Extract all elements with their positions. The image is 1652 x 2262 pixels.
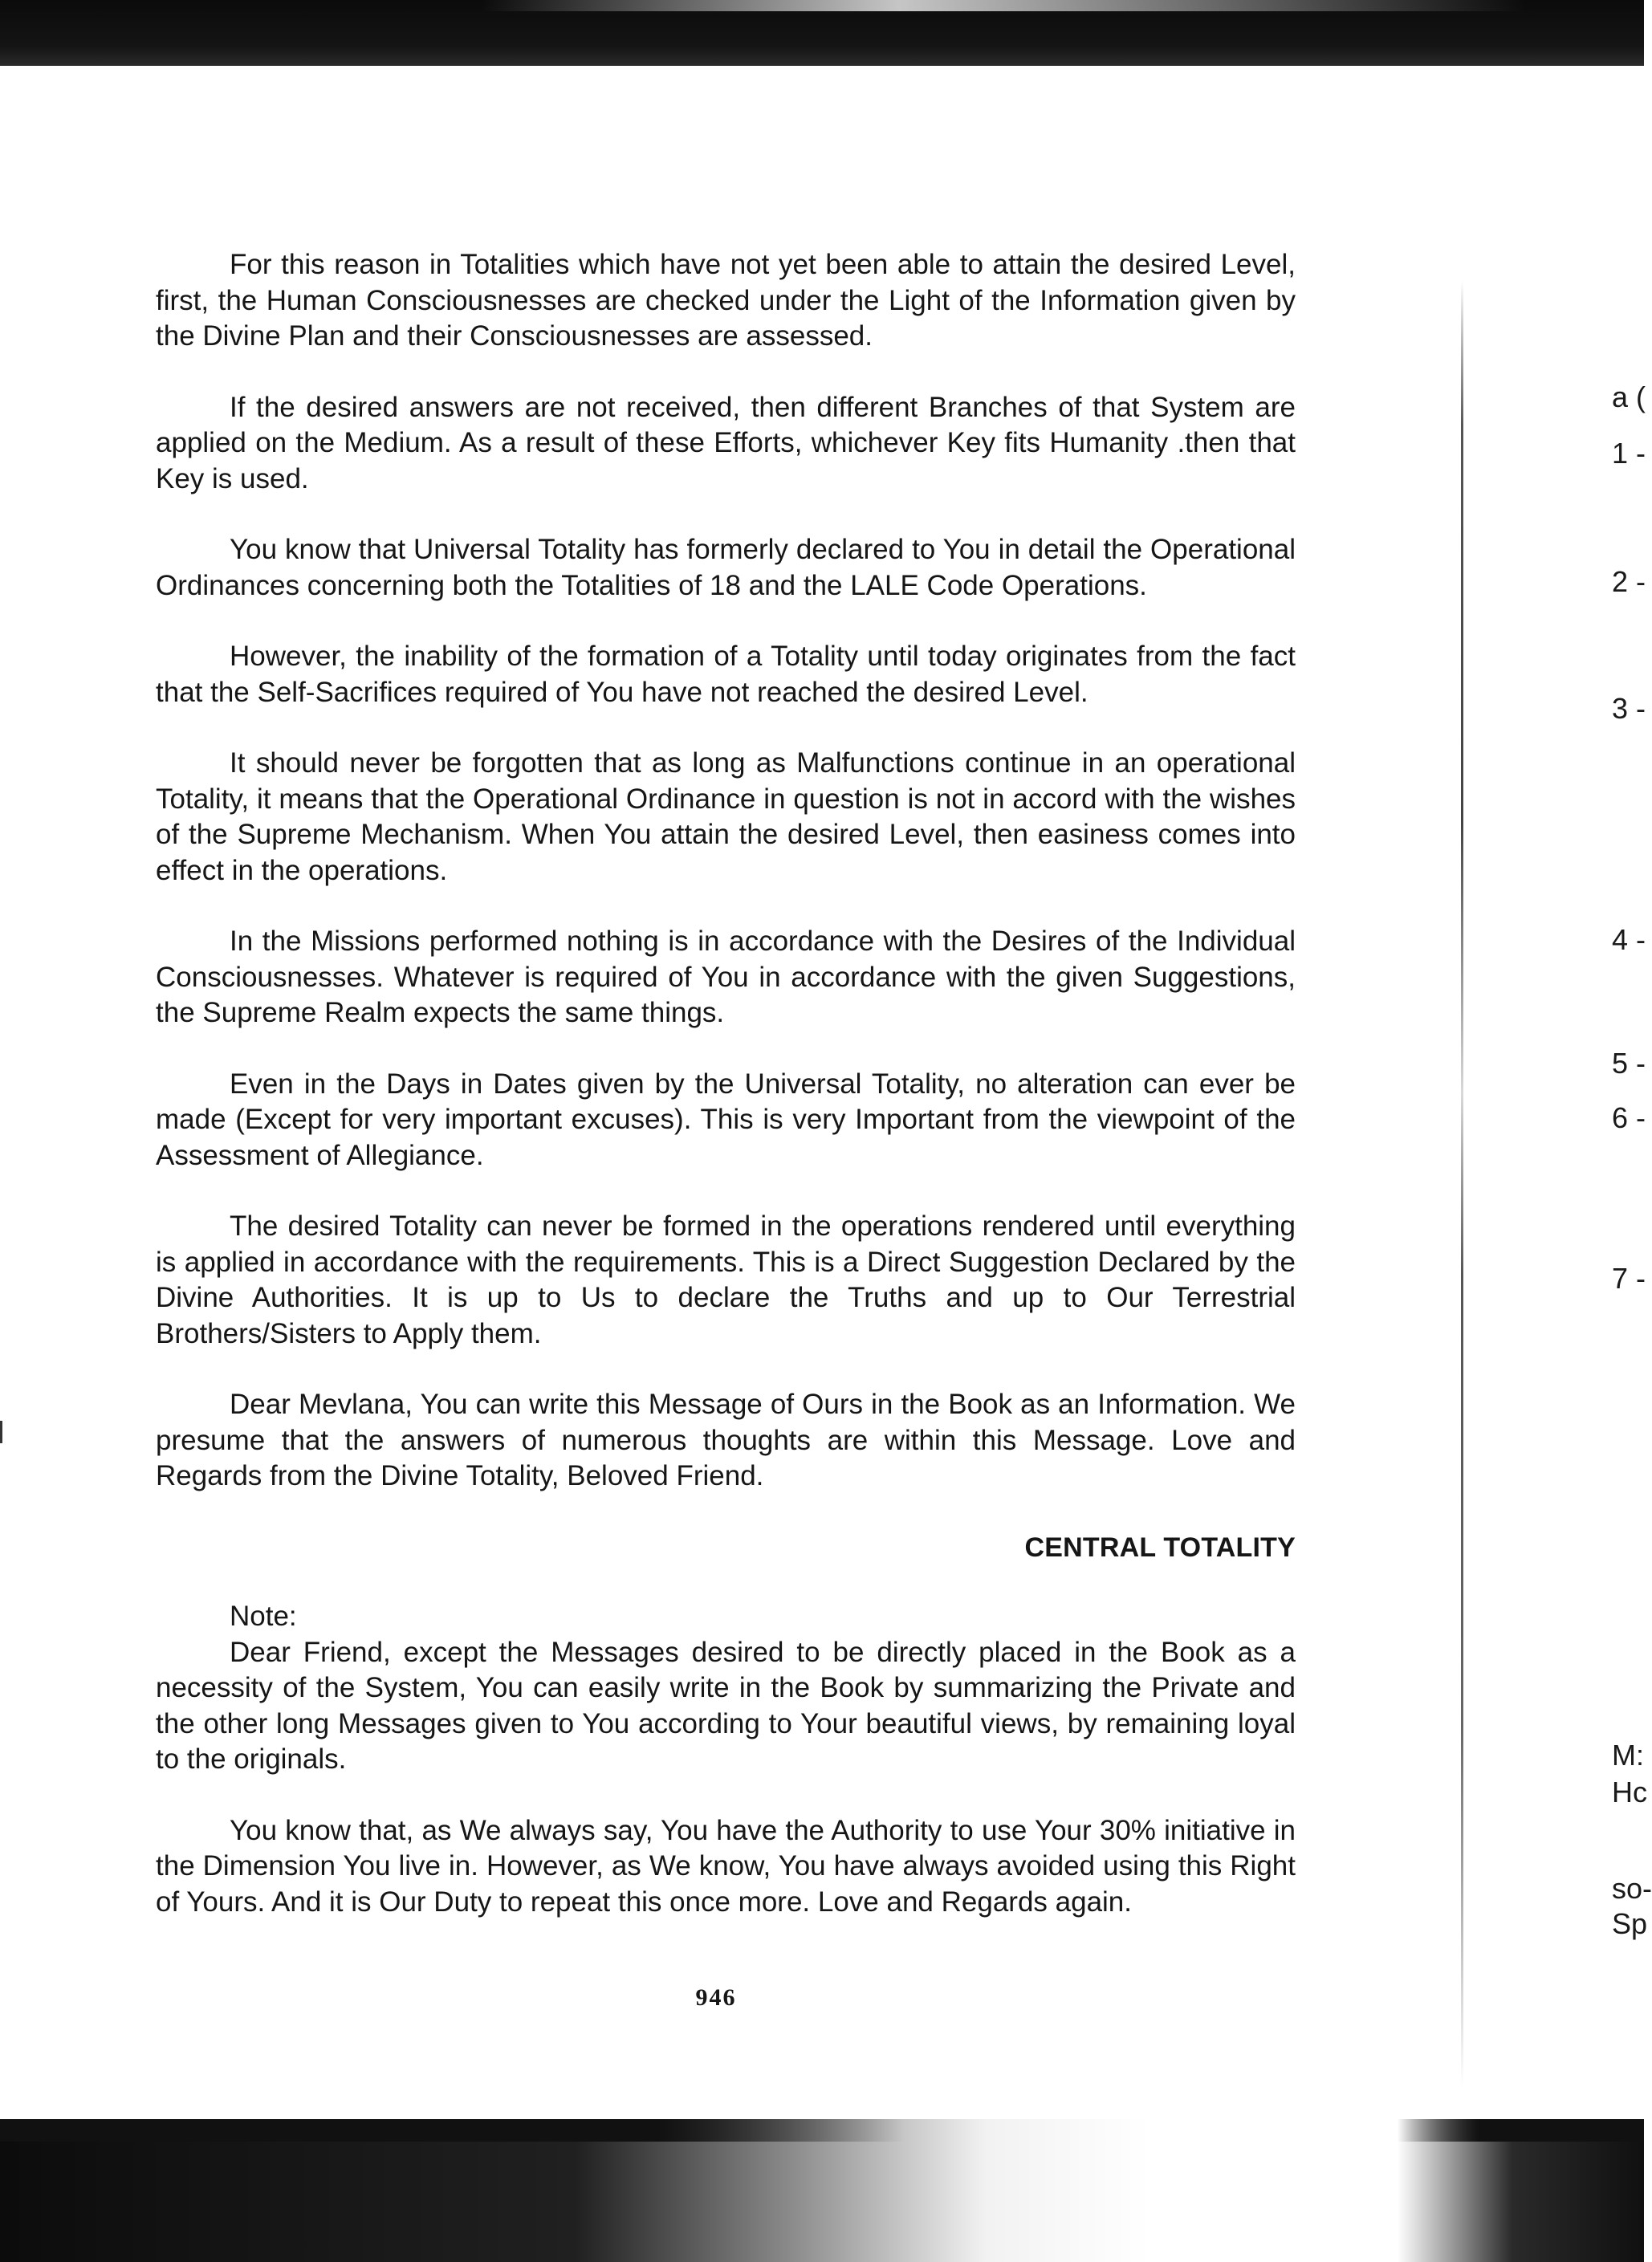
paragraph: If the desired answers are not received, then different Branches of that System are applied on the Medium. As a result of these Efforts, whichever Key fits Humanity .then that Key is used. (156, 391, 1296, 494)
paragraph: You know that Universal Totality has formerly declared to You in detail the Operational Ordinances concerning both the Totalities of 18 and the LALE Code Operations. (156, 534, 1296, 601)
paragraph: In the Missions performed nothing is in accordance with the Desires of the Individual Consciousnesses. Whatever is required of You in accordance with the given Suggestions, the Supreme Realm expects the same things. (156, 926, 1296, 1028)
scan-mark (0, 1421, 2, 1443)
scan-edge-top (0, 0, 1644, 66)
adjacent-page-fragment: M: (1612, 1739, 1644, 1772)
paragraph: Dear Mevlana, You can write this Message of Ours in the Book as an Information. We presume that the answers of numerous thoughts are within this Message. Love and Regards from the Divine Totality, Beloved Friend. (156, 1389, 1296, 1491)
adjacent-page-fragment: 2 - (1612, 565, 1646, 598)
paragraph: Even in the Days in Dates given by the Universal Totality, no alteration can ever be made (Except for very important excuses). This is very Important from the viewpoint of the Assessment of Allegiance. (156, 1068, 1296, 1171)
scan-edge-bottom-band (0, 2119, 1644, 2142)
page-body (156, 247, 1296, 1955)
adjacent-page-fragment: 5 - (1612, 1047, 1646, 1080)
page-number-text: 946 (695, 1984, 737, 2011)
adjacent-page-fragment: 1 - (1612, 437, 1646, 470)
adjacent-page-fragment: Sp (1612, 1907, 1648, 1940)
adjacent-page-fragment: 3 - (1612, 692, 1646, 725)
page-gutter-line (1461, 281, 1463, 2087)
adjacent-page-fragment: so- (1612, 1872, 1652, 1905)
adjacent-page-fragment: Hc (1612, 1776, 1647, 1808)
paragraph: It should never be forgotten that as long as Malfunctions continue in an operational Totality, it means that the Operational Ordinance in question is not in accord with the wishes of the Supreme Mechanism. When You attain the desired Level, then easiness comes into effect in the operations. (156, 747, 1296, 886)
paragraph: For this reason in Totalities which have not yet been able to attain the desired Level, first, the Human Consciousnesses are checked under the Light of the Information given by the Divine Plan and their Consciousnesses are assessed. (156, 249, 1296, 352)
adjacent-page-fragment: a ( (1612, 380, 1646, 413)
note-paragraph: You know that, as We always say, You have the Authority to use Your 30% initiative in the Dimension You live in. However, as We know, You have always avoided using this Right of Yours. And it is Our Duty to repeat this once more. Love and Regards again. (156, 1814, 1296, 1918)
note-label: Note: (230, 1601, 297, 1632)
note-paragraph: Dear Friend, except the Messages desired to be directly placed in the Book as a necessity of the System, You can easily write in the Book by summarizing the Private and the other long Messages given to You according to Your beautiful views, by remaining loyal to the originals. (156, 1636, 1296, 1775)
adjacent-page-fragment: 4 - (1612, 923, 1646, 956)
message-signature: CENTRAL TOTALITY (1024, 1532, 1296, 1563)
page-number (0, 1984, 1644, 2012)
paragraph: The desired Totality can never be formed in the operations rendered until everything is applied in accordance with the requirements. This is a Direct Suggestion Declared by the Divine Authorities. It is up to Us to declare the Truths and up to Our Terrestrial Brothers/Sisters to Apply them. (156, 1210, 1296, 1349)
adjacent-page-fragment: 7 - (1612, 1262, 1646, 1295)
adjacent-page-fragment: 6 - (1612, 1101, 1646, 1134)
paragraph: However, the inability of the formation of a Totality until today originates from the fact that the Self-Sacrifices required of You have not reached the desired Level. (156, 641, 1296, 708)
